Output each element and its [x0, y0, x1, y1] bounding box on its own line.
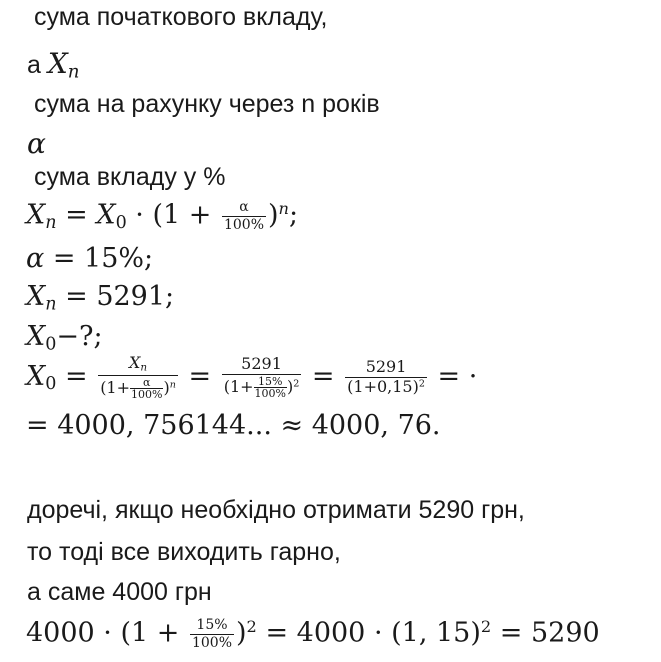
op-eq: = [303, 360, 344, 392]
var-x: X [96, 199, 116, 231]
op-eq: = [56, 360, 97, 392]
op-times-paren: · (1 + [126, 199, 220, 231]
check-result: = 5290 [491, 617, 600, 649]
check-lhs: 4000 · (1 + [26, 617, 188, 649]
formula-alpha-value [26, 245, 153, 272]
formula-xn-value [26, 283, 174, 314]
op-eq: = [179, 360, 220, 392]
sub-n: n [45, 294, 57, 315]
den-value: (1+0,15) [347, 376, 419, 396]
paren-open: (1+ [223, 376, 254, 396]
formula-result: = 4000, 756144... ≈ 4000, 76. [26, 410, 441, 441]
check-mid: = 4000 · (1, 15) [256, 617, 481, 649]
formula-growth [26, 200, 298, 233]
sub-n: n [67, 61, 80, 83]
text-line-account-sum: сума на рахунку через n років [34, 90, 380, 118]
math-xn [47, 47, 80, 83]
sub-0: 0 [45, 374, 57, 395]
var-alpha: α [27, 127, 46, 160]
text-line-initial-deposit: сума початкового вкладу, [34, 3, 328, 31]
frac-den [98, 376, 178, 400]
text-line-and-xn [27, 47, 80, 83]
exp-2: 2 [418, 378, 425, 390]
fraction-alpha-over-100 [222, 200, 266, 232]
inner-num: α [130, 377, 163, 389]
sub-n: n [45, 213, 57, 234]
inner-den: 100% [131, 387, 163, 401]
exp-n: n [169, 378, 176, 390]
frac-den: 100% [223, 216, 264, 233]
formula-x0-unknown [26, 323, 103, 354]
sub-0: 0 [115, 213, 127, 234]
xn-value: = 5291; [56, 281, 175, 312]
paren-open: (1+ [100, 377, 131, 397]
var-x: X [47, 47, 68, 80]
frac-num: 15% [190, 618, 234, 635]
trailing-eq: = · [428, 360, 478, 392]
exp-2: 2 [293, 377, 300, 389]
text-and: а [27, 51, 41, 79]
var-x: X [129, 353, 141, 372]
exp-2: 2 [480, 616, 492, 636]
frac-num: α [222, 200, 266, 217]
unknown-mark: −?; [56, 321, 103, 352]
var-alpha: α [26, 243, 45, 274]
paren-close: ) [286, 376, 294, 396]
math-alpha [27, 127, 46, 160]
inner-fraction-alpha [130, 377, 163, 400]
frac-num: 5291 [345, 359, 427, 378]
alpha-value: = 15%; [44, 243, 154, 274]
inner-den: 100% [254, 386, 286, 400]
var-x: X [26, 321, 46, 352]
inner-fraction-15 [254, 376, 287, 399]
text-note-nice: то тоді все виходить гарно, [27, 538, 341, 566]
text-line-percent: сума вкладу у % [34, 163, 226, 191]
var-x: X [26, 199, 46, 231]
formula-check [26, 618, 600, 650]
paren-close: ) [236, 617, 247, 649]
var-x: X [26, 281, 46, 312]
fraction-15-over-100 [190, 618, 234, 650]
fraction-xn-over-growth [98, 355, 178, 400]
semicolon: ; [288, 199, 299, 231]
sub-n: n [140, 361, 148, 374]
exp-n: n [278, 198, 289, 218]
fraction-5291-over-115 [345, 356, 427, 396]
formula-x0-computation [26, 355, 477, 400]
frac-den [345, 378, 427, 396]
text-note-4000: а саме 4000 грн [27, 578, 212, 606]
frac-den [222, 375, 302, 399]
inner-num: 15% [254, 376, 287, 388]
text-note-5290: доречі, якщо необхідно отримати 5290 грн, [27, 496, 525, 524]
frac-num: 5291 [222, 356, 302, 375]
frac-num [98, 355, 178, 376]
sub-0: 0 [45, 334, 57, 355]
op-eq: = [56, 199, 97, 231]
exp-2: 2 [246, 616, 257, 636]
fraction-5291-over-growth [222, 353, 302, 400]
var-x: X [26, 360, 46, 392]
paren-close: ) [268, 199, 279, 231]
frac-den: 100% [191, 634, 232, 651]
paren-close: ) [163, 377, 170, 397]
